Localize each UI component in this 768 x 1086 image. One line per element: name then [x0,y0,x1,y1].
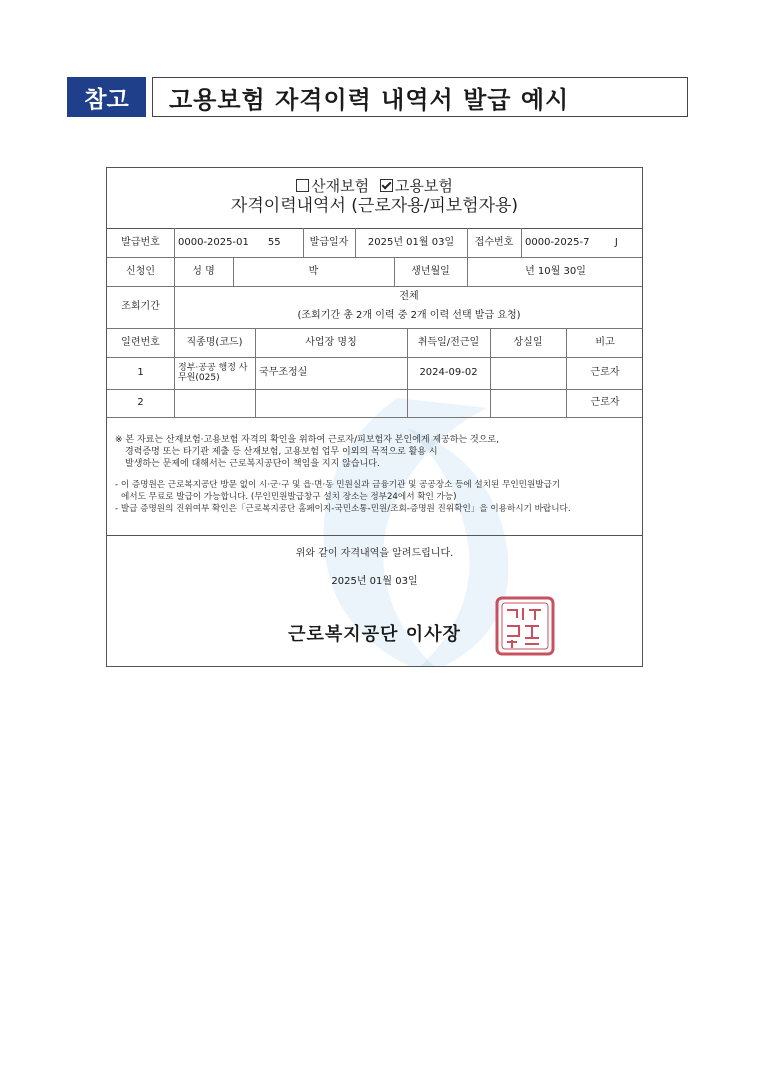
period-note: (조회기간 총 2개 이력 중 2개 이력 선택 발급 요청) [297,310,521,321]
row2-lost [490,389,566,417]
issue-no-value: 0000-2025-01 55 [178,236,281,248]
official-seal-icon [495,596,555,656]
receipt-no-label: 접수번호 [474,236,514,248]
birth-value: 년 10월 30일 [525,265,586,277]
period-value: 전체 [399,291,419,302]
notice-line: ※ 본 자료는 산재보험·고용보험 자격의 확인을 위하여 근로자/피보험자 본인에게 제공하는 것으로, [115,435,499,445]
issue-no-label: 발급번호 [121,236,160,248]
row1-serial: 1 [137,367,144,378]
grid-line [107,417,643,418]
issue-date-label: 발급일자 [309,236,349,248]
col-workplace-header: 사업장 명칭 [305,336,357,348]
issue-date-value: 2025년 01월 03일 [367,236,455,248]
employment-checkbox-icon [380,179,393,192]
employment-label: 고용보험 [394,177,453,195]
receipt-no-value: 0000-2025-7 J [525,236,618,248]
row1-workplace: 국무조정실 [259,367,308,378]
insurance-type-line [107,177,642,195]
row1-lost [490,357,566,389]
name-label: 성 명 [192,265,215,277]
row2-acquired [407,389,490,417]
page-title: 고용보험 자격이력 내역서 발급 예시 [152,77,688,117]
confirm-text: 위와 같이 자격내역을 알려드립니다. [295,548,454,559]
col-serial-header: 일련번호 [121,336,160,348]
footer-date: 2025년 01월 03일 [331,576,418,587]
grid-line [107,286,643,287]
period-label: 조회기간 [121,301,160,312]
document-title: 자격이력내역서 (근로자용/피보험자용) [230,196,519,216]
col-lost-header: 상실일 [513,336,543,348]
row2-note: 근로자 [590,397,620,408]
row2-workplace [255,389,407,417]
row1-acquired: 2024-09-02 [419,367,478,378]
col-job-header: 직종명(코드) [186,336,243,348]
col-acquired-header: 취득일/전근일 [417,336,480,348]
notice-line: - 발급 증명원의 진위여부 확인은「근로복지공단 홈페이지-국민소통-민원/조회-증명원 진위확인」을 이용하시기 바랍니다. [115,504,571,514]
row1-job: 정부·공공 행정 사무원(025) [178,363,248,383]
notice-line: - 이 증명원은 근로복지공단 방문 없이 시·군·구 및 읍·면·동 민원실과 금융기관 및 공공장소 등에 설치된 무인민원발급기 [115,480,561,490]
applicant-label: 신청인 [126,265,155,277]
certificate-document [106,167,643,667]
col-note-header: 비고 [595,336,615,348]
notice-line: 경력증명 또는 타기관 제출 등 산재보험, 고용보험 업무 이외의 목적으로 활용 시 [125,447,438,457]
notice-line: 발생하는 문제에 대해서는 근로복지공단이 책임을 지지 않습니다. [125,459,380,469]
industrial-checkbox-icon [296,179,309,192]
issuer-name: 근로복지공단 이사장 [288,624,461,645]
name-value: 박 [308,265,319,277]
grid-line [107,535,643,536]
industrial-label: 산재보험 [311,177,370,195]
birth-label: 생년월일 [411,265,450,277]
document-header [107,168,642,229]
reference-badge: 참고 [67,77,146,117]
notice-line: 에서도 무료로 발급이 가능합니다. (무인민원발급창구 설치 장소는 정부24에서 확인 가능) [121,492,457,502]
row2-serial: 2 [137,397,144,408]
row2-job [174,389,255,417]
row1-note: 근로자 [590,367,620,378]
